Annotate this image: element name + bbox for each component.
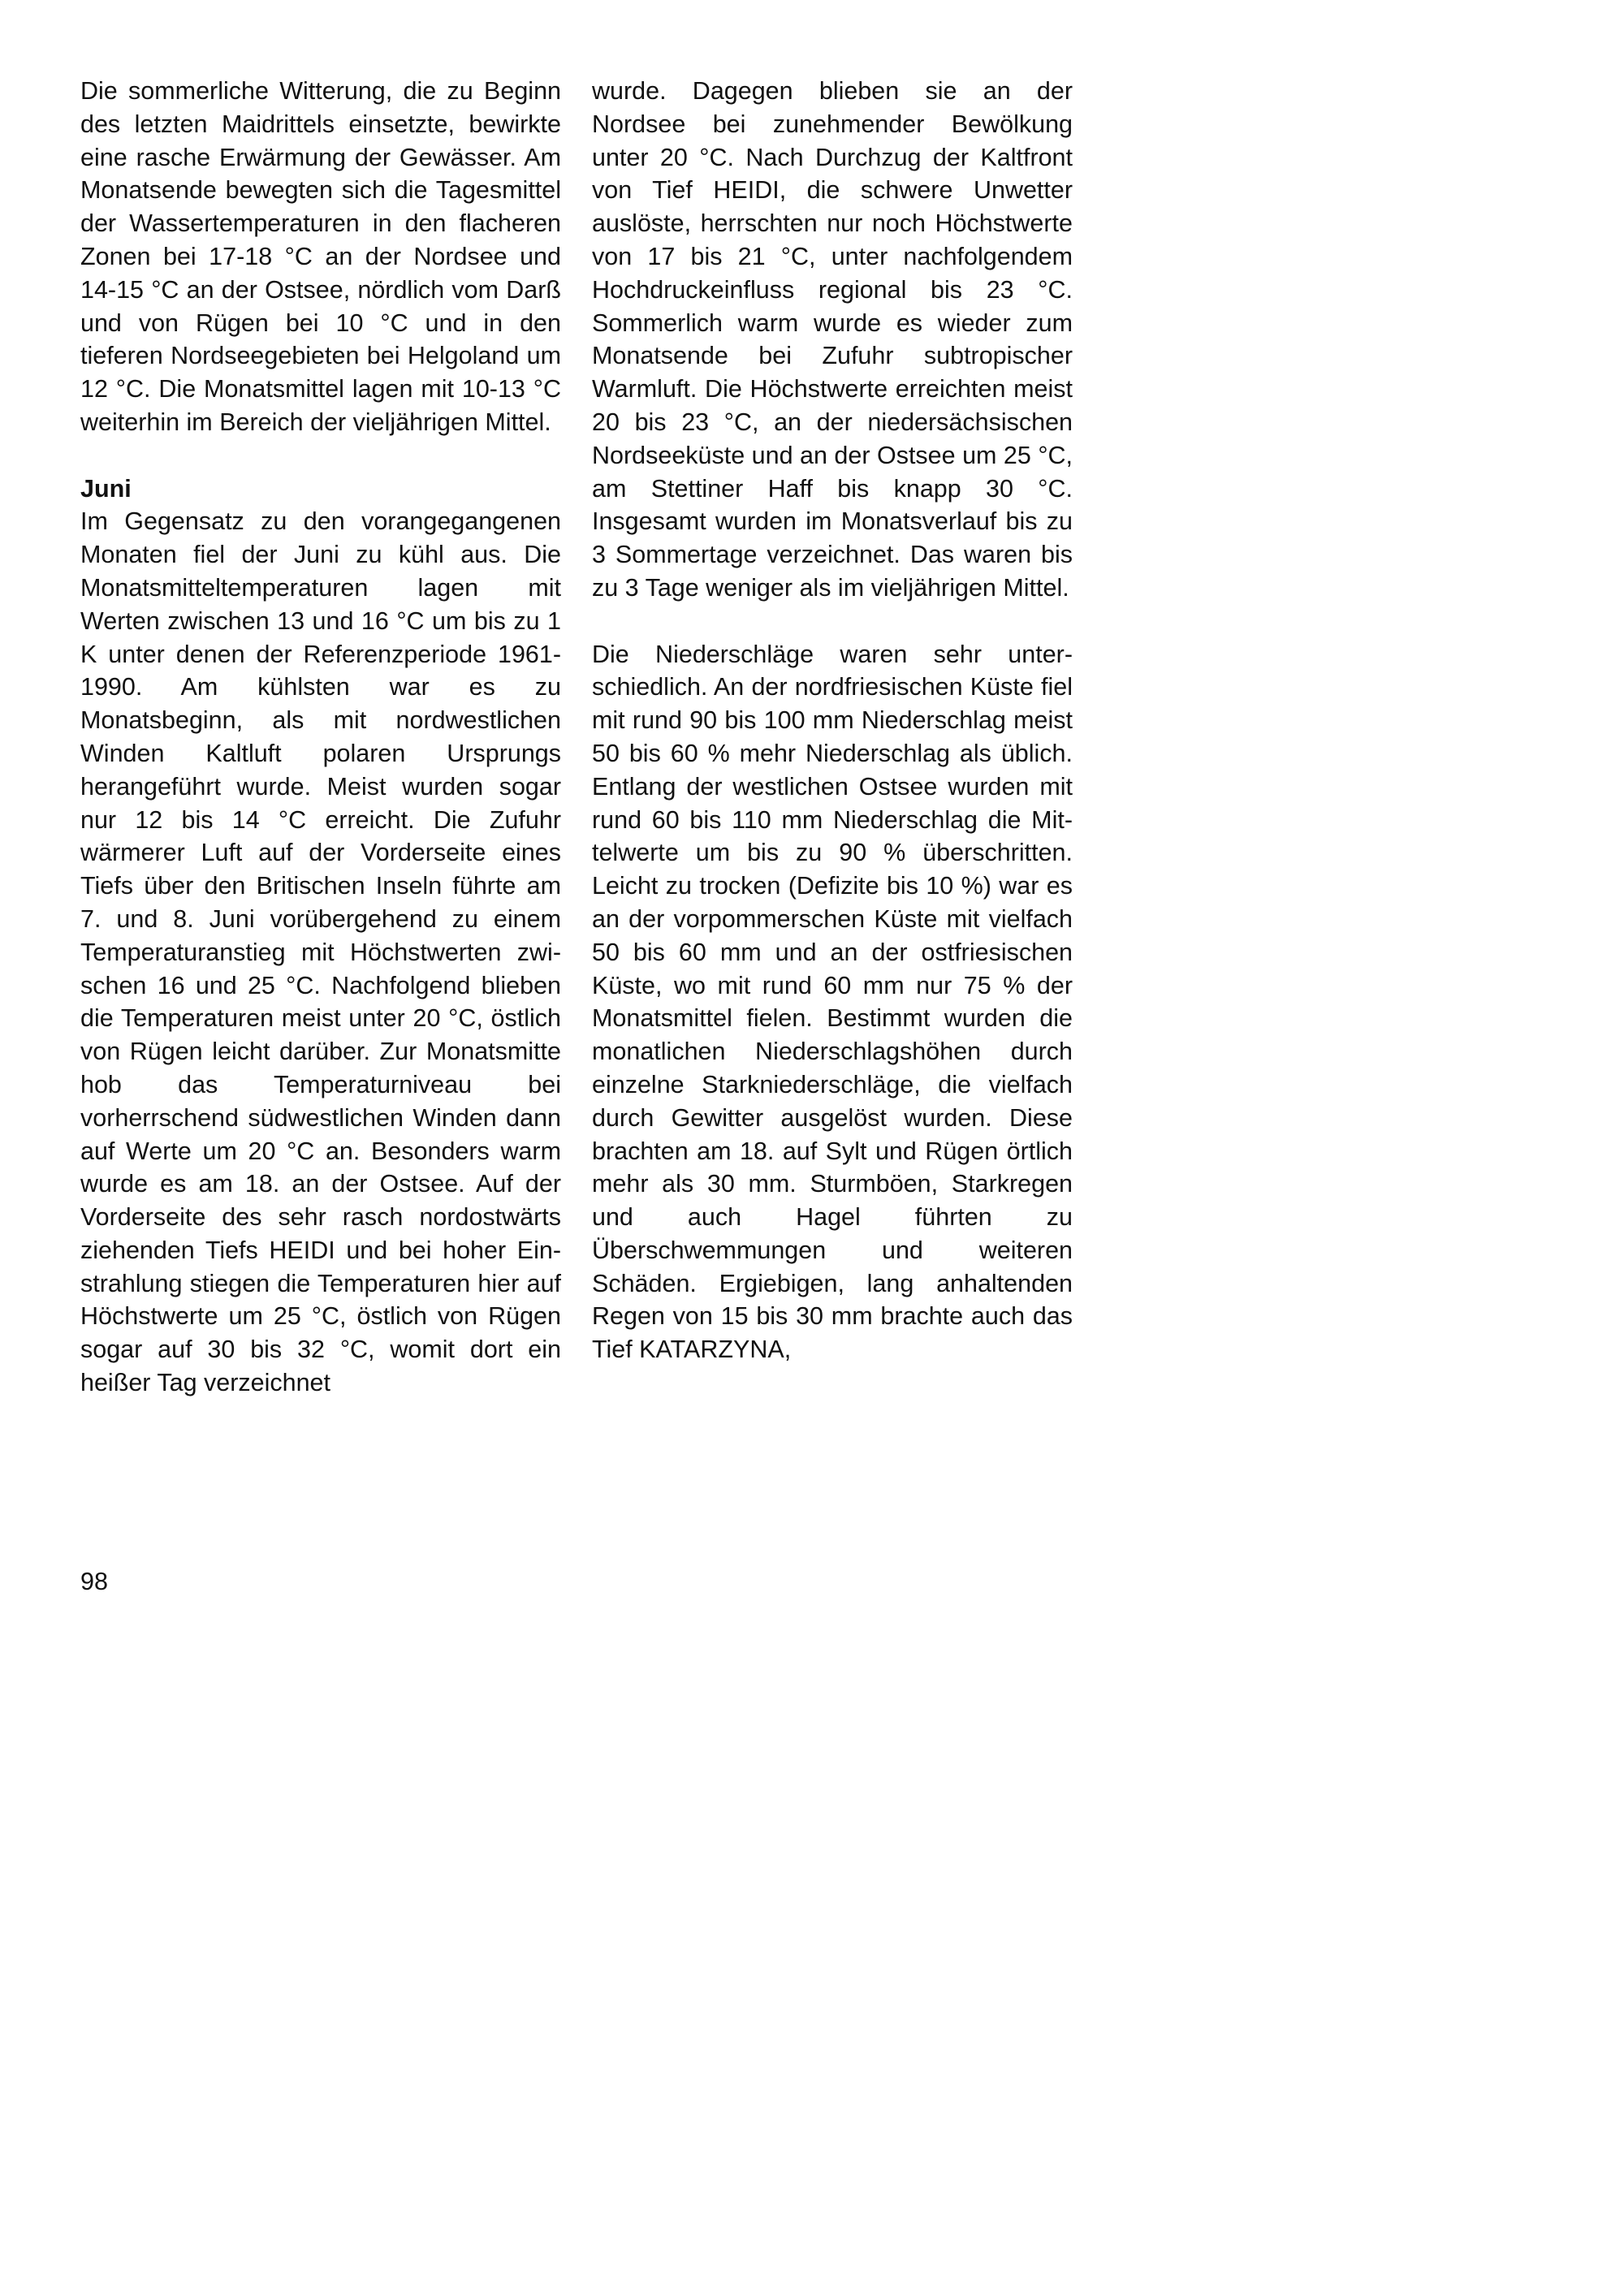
body-paragraph: Die sommerliche Witterung, die zu Beginn des letzten Maidrittels einsetzte, bewirkte eine rasche Erwärmung der Gewässer. Am Monatsende bewegten sich die Tagesmittel der Wassertemperaturen in den flacheren Zonen bei 17-18 °C an der Nordsee und 14-15 °C an der Ostsee, nördlich vom Darß und von Rügen bei 10 °C und in den tieferen Nordseegebieten bei Helgoland um 12 °C. Die Monatsmittel lagen mit 10-13 °C weiterhin im Bereich der vieljährigen Mittel.	[80, 77, 561, 436]
body-paragraph: Die Niederschläge waren sehr unterschiedlich. An der nordfriesischen Küste fiel mit rund 90 bis 100 mm Niederschlag meist 50 bis 60 % mehr Niederschlag als üblich. Entlang der westlichen Ostsee wurden mit rund 60 bis 110 mm Niederschlag die Mittelwerte um bis zu 90 % überschritten. Leicht zu trocken (Defizite bis 10 %) war es an der vorpommerschen Küste mit vielfach 50 bis 60 mm und an der ostfriesischen Küste, wo mit rund 60 mm nur 75 % der Monatsmittel fielen. Bestimmt wurden die monatlichen Niederschlagshöhen durch einzelne Starkniederschläge, die vielfach durch Gewitter ausgelöst wurden. Diese brachten am 18. auf Sylt und Rügen örtlich mehr als 30 mm. Sturmböen, Starkregen und auch Hagel führten zu Überschwemmungen und weiteren Schäden. Ergiebigen, lang anhaltenden Regen von 15 bis 30 mm brachte auch das Tief KATARZYNA,	[592, 640, 1073, 1364]
right-column	[592, 75, 1073, 1366]
section-heading-juni: Juni	[80, 474, 132, 503]
page-number: 98	[80, 1568, 108, 1595]
left-column	[80, 75, 561, 1400]
body-paragraph: wurde. Dagegen blieben sie an der Nordsee bei zunehmender Bewölkung unter 20 °C. Nach Durchzug der Kaltfront von Tief HEIDI, die schwere Unwetter auslöste, herrschten nur noch Höchstwerte von 17 bis 21 °C, unter nachfolgendem Hochdruckeinfluss regional bis 23 °C. Sommerlich warm wurde es wieder zum Monatsende bei Zufuhr subtropischer Warmluft. Die Höchstwerte erreichten meist 20 bis 23 °C, an der niedersächsischen Nordseeküste und an der Ostsee um 25 °C, am Stettiner Haff bis knapp 30 °C. Insgesamt wurden im Monatsverlauf bis zu 3 Sommertage verzeichnet. Das waren bis zu 3 Tage weniger als im vieljährigen Mittel.	[592, 77, 1073, 602]
body-paragraph: Im Gegensatz zu den vorangegangenen Monaten fiel der Juni zu kühl aus. Die Monatsmitteltemperaturen lagen mit Werten zwischen 13 und 16 °C um bis zu 1 K unter denen der Referenzperiode 1961-1990. Am kühlsten war es zu Monatsbeginn, als mit nordwestlichen Winden Kaltluft polaren Ursprungs herangeführt wurde. Meist wurden sogar nur 12 bis 14 °C erreicht. Die Zufuhr wärmerer Luft auf der Vorderseite eines Tiefs über den Britischen Inseln führte am 7. und 8. Juni vorübergehend zu einem Temperaturanstieg mit Höchstwerten zwischen 16 und 25 °C. Nachfolgend blieben die Temperaturen meist unter 20 °C, östlich von Rügen leicht darüber. Zur Monatsmitte hob das Temperaturniveau bei vorherrschend südwestlichen Winden dann auf Werte um 20 °C an. Besonders warm wurde es am 18. an der Ostsee. Auf der Vorderseite des sehr rasch nordostwärts ziehenden Tiefs HEIDI und bei hoher Einstrahlung stiegen die Temperaturen hier auf Höchstwerte um 25 °C, östlich von Rügen sogar auf 30 bis 32 °C, womit dort ein heißer Tag verzeichnet	[80, 507, 561, 1397]
